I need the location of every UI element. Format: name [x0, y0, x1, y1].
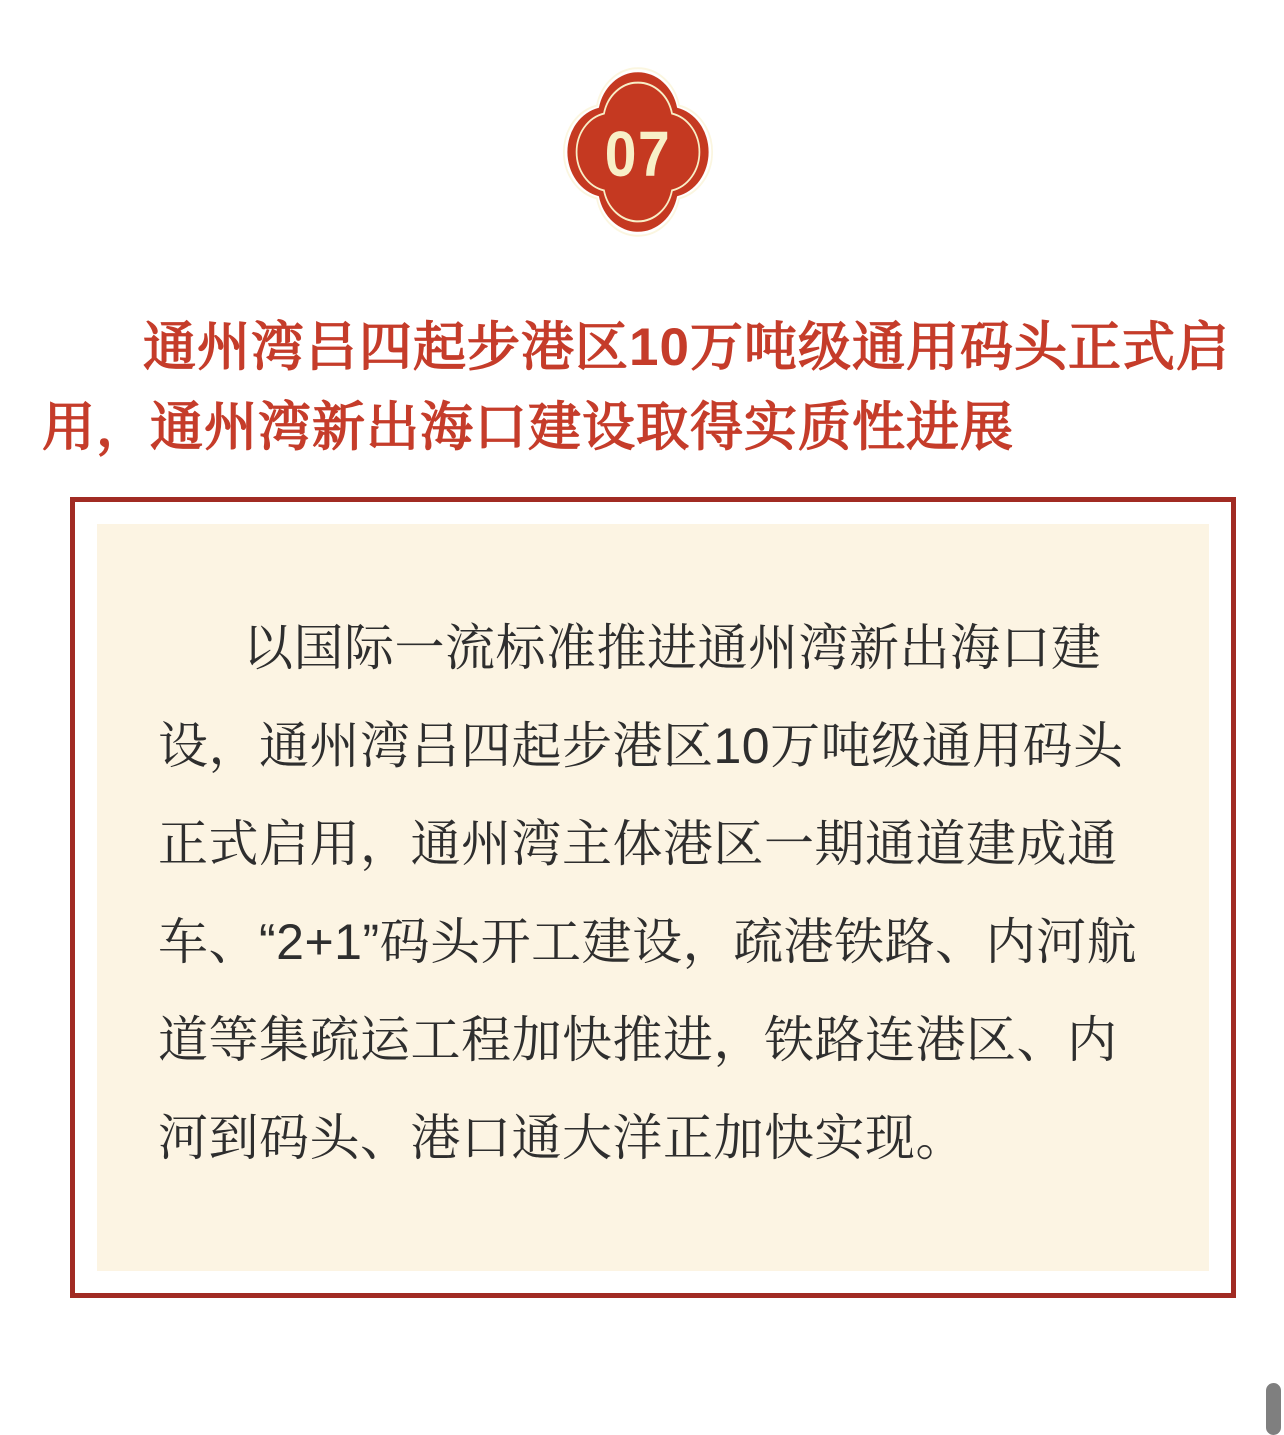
content-panel: [97, 524, 1209, 1271]
badge-number: 07: [604, 117, 672, 190]
article-paragraph: 以国际一流标准推进通州湾新出海口建设，通州湾吕四起步港区10万吨级通用码头正式启用，通州湾主体港区一期通道建成通车、“2+1”码头开工建设，疏港铁路、内河航道等集疏运工程加快推进，铁路连港区、内河到码头、港口通大洋正加快实现。: [158, 620, 1138, 1166]
content-box: [70, 497, 1236, 1298]
section-heading: 通州湾吕四起步港区10万吨级通用码头正式启用，通州湾新出海口建设取得实质性进展: [42, 318, 1230, 457]
scrollbar-thumb[interactable]: [1266, 1383, 1281, 1435]
quatrefoil-badge-icon: [561, 65, 715, 239]
article-page: [0, 65, 1284, 1424]
section-number-badge: [0, 65, 1284, 239]
